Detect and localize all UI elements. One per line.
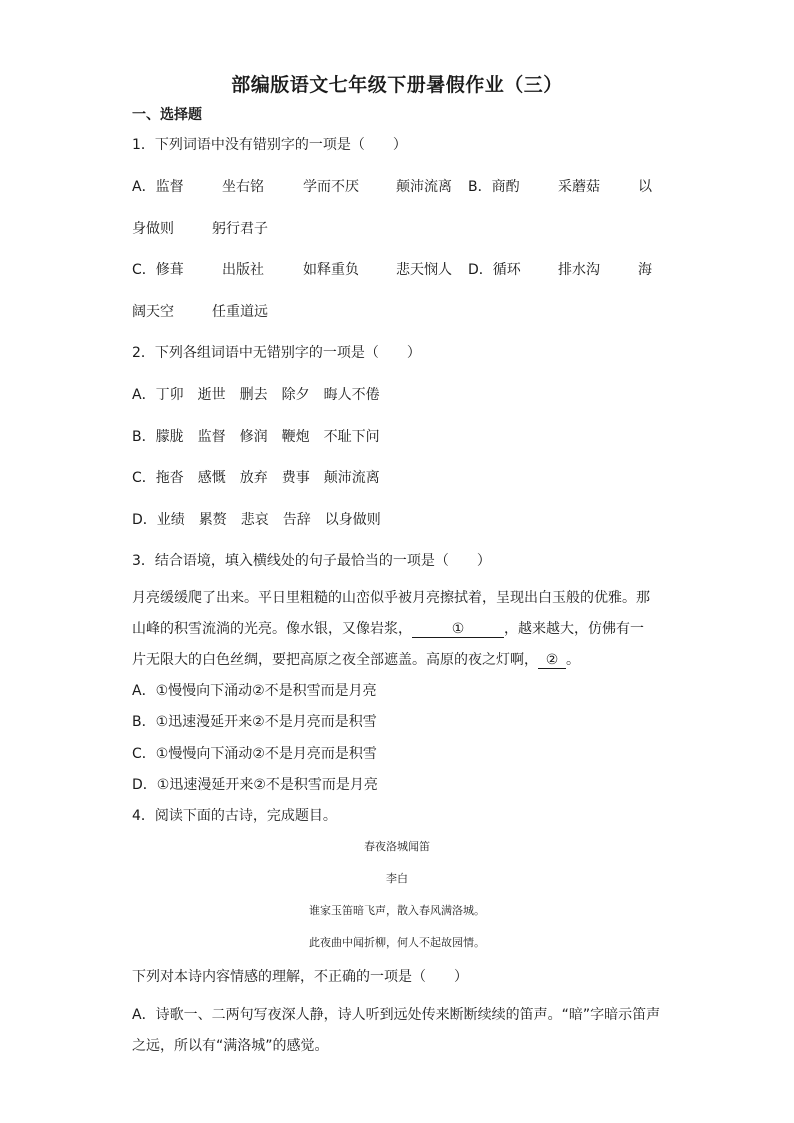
q2-option-c	[132, 467, 394, 487]
q1-option-a-word: 坐右铭	[222, 179, 264, 195]
poem-line: 此夜曲中闻折柳，何人不起故园情。	[309, 936, 485, 949]
q1-option-d-word: 任重道远	[212, 304, 268, 320]
q1-option-d-word: 排水沟	[558, 262, 600, 278]
q2-option-d-part: D．业绩	[132, 512, 185, 528]
q2-option-d	[132, 509, 395, 529]
q3-passage-line	[132, 649, 580, 669]
section-heading: 一、选择题	[132, 107, 202, 123]
poem-author: 李白	[386, 872, 408, 885]
q1-option-d-word: 海	[638, 262, 652, 278]
q1-option-c-word: 如释重负	[303, 262, 359, 278]
q3-passage-line	[132, 618, 644, 638]
q2-option-c-part: 放弃	[239, 470, 268, 486]
q1-option-c-word: 悲天悯人	[396, 262, 452, 278]
q2-option-c-part: C．拖沓	[132, 470, 184, 486]
q2-option-b-part: 监督	[197, 429, 226, 445]
q2-option-b-part: 不耻下问	[323, 429, 380, 445]
q3-passage-text: 。	[566, 652, 580, 668]
q1-option-c-label: C．修葺	[132, 262, 184, 278]
q1-option-c-word: 出版社	[222, 262, 264, 278]
q1-option-a-word: 颠沛流离	[396, 179, 452, 195]
q2-option-c-part: 颠沛流离	[323, 470, 380, 486]
q2-option-a-part: 删去	[239, 387, 268, 403]
q1-option-b-word: 躬行君子	[212, 221, 268, 237]
q2-stem: 2．下列各组词语中无错别字的一项是（ ）	[132, 345, 421, 361]
q2-option-c-part: 费事	[281, 470, 310, 486]
q4-option-a-line: 之远，所以有“满洛城”的感觉。	[132, 1038, 329, 1054]
q1-option-b-word: 身做则	[132, 221, 174, 237]
q2-option-a-part: 除夕	[281, 387, 310, 403]
poem-line: 谁家玉笛暗飞声，散入春风满洛城。	[309, 904, 485, 917]
q1-option-b-word: 采蘑菇	[558, 179, 600, 195]
q3-passage-text: ，越来越大，仿佛有一	[504, 621, 644, 637]
poem-title: 春夜洛城闻笛	[364, 840, 430, 853]
q2-option-d-part: 累赘	[198, 512, 227, 528]
q2-option-d-part: 以身做则	[324, 512, 381, 528]
q4-stem: 4．阅读下面的古诗，完成题目。	[132, 808, 337, 824]
q3-passage-line: 月亮缓缓爬了出来。平日里粗糙的山峦似乎被月亮擦拭着，呈现出白玉般的优雅。那	[132, 590, 650, 606]
q1-option-d-label: D．循环	[468, 262, 521, 278]
q3-option-d: D．①迅速漫延开来②不是积雪而是月亮	[132, 777, 378, 793]
q2-option-d-part: 悲哀	[240, 512, 269, 528]
q1-option-b-label: B．商酌	[468, 179, 520, 195]
q3-passage-text: 片无限大的白色丝绸，要把高原之夜全部遮盖。高原的夜之灯啊，	[132, 652, 538, 668]
q2-option-c-part: 感慨	[197, 470, 226, 486]
q1-option-a-label: A．监督	[132, 179, 184, 195]
q2-option-a	[132, 384, 394, 404]
q3-option-b: B．①迅速漫延开来②不是月亮而是积雪	[132, 714, 377, 730]
q3-stem: 3．结合语境，填入横线处的句子最恰当的一项是（ ）	[132, 553, 491, 569]
q2-option-a-part: 逝世	[197, 387, 226, 403]
q4-question: 下列对本诗内容情感的理解，不正确的一项是（ ）	[132, 969, 468, 985]
q3-option-c: C．①慢慢向下涌动②不是月亮而是积雪	[132, 746, 377, 762]
q2-option-a-part: 晦人不倦	[323, 387, 380, 403]
q2-option-b	[132, 426, 394, 446]
q3-option-a: A．①慢慢向下涌动②不是积雪而是月亮	[132, 683, 377, 699]
q3-blank-2: ②	[538, 652, 566, 669]
q4-option-a-line: A．诗歌一、二两句写夜深人静，诗人听到远处传来断断续续的笛声。“暗”字暗示笛声	[132, 1007, 661, 1023]
q3-blank-1: ①	[412, 621, 504, 638]
q2-option-a-part: A．丁卯	[132, 387, 184, 403]
q2-option-d-part: 告辞	[282, 512, 311, 528]
document-title: 部编版语文七年级下册暑假作业（三）	[231, 74, 563, 96]
q3-passage-text: 山峰的积雪流淌的光亮。像水银，又像岩浆，	[132, 621, 412, 637]
q1-option-b-word: 以	[638, 179, 652, 195]
q2-option-b-part: 鞭炮	[281, 429, 310, 445]
q2-option-b-part: B．朦胧	[132, 429, 184, 445]
q1-option-a-word: 学而不厌	[303, 179, 359, 195]
q1-stem: 1．下列词语中没有错别字的一项是（ ）	[132, 137, 407, 153]
q2-option-b-part: 修润	[239, 429, 268, 445]
q1-option-d-word: 阔天空	[132, 304, 174, 320]
